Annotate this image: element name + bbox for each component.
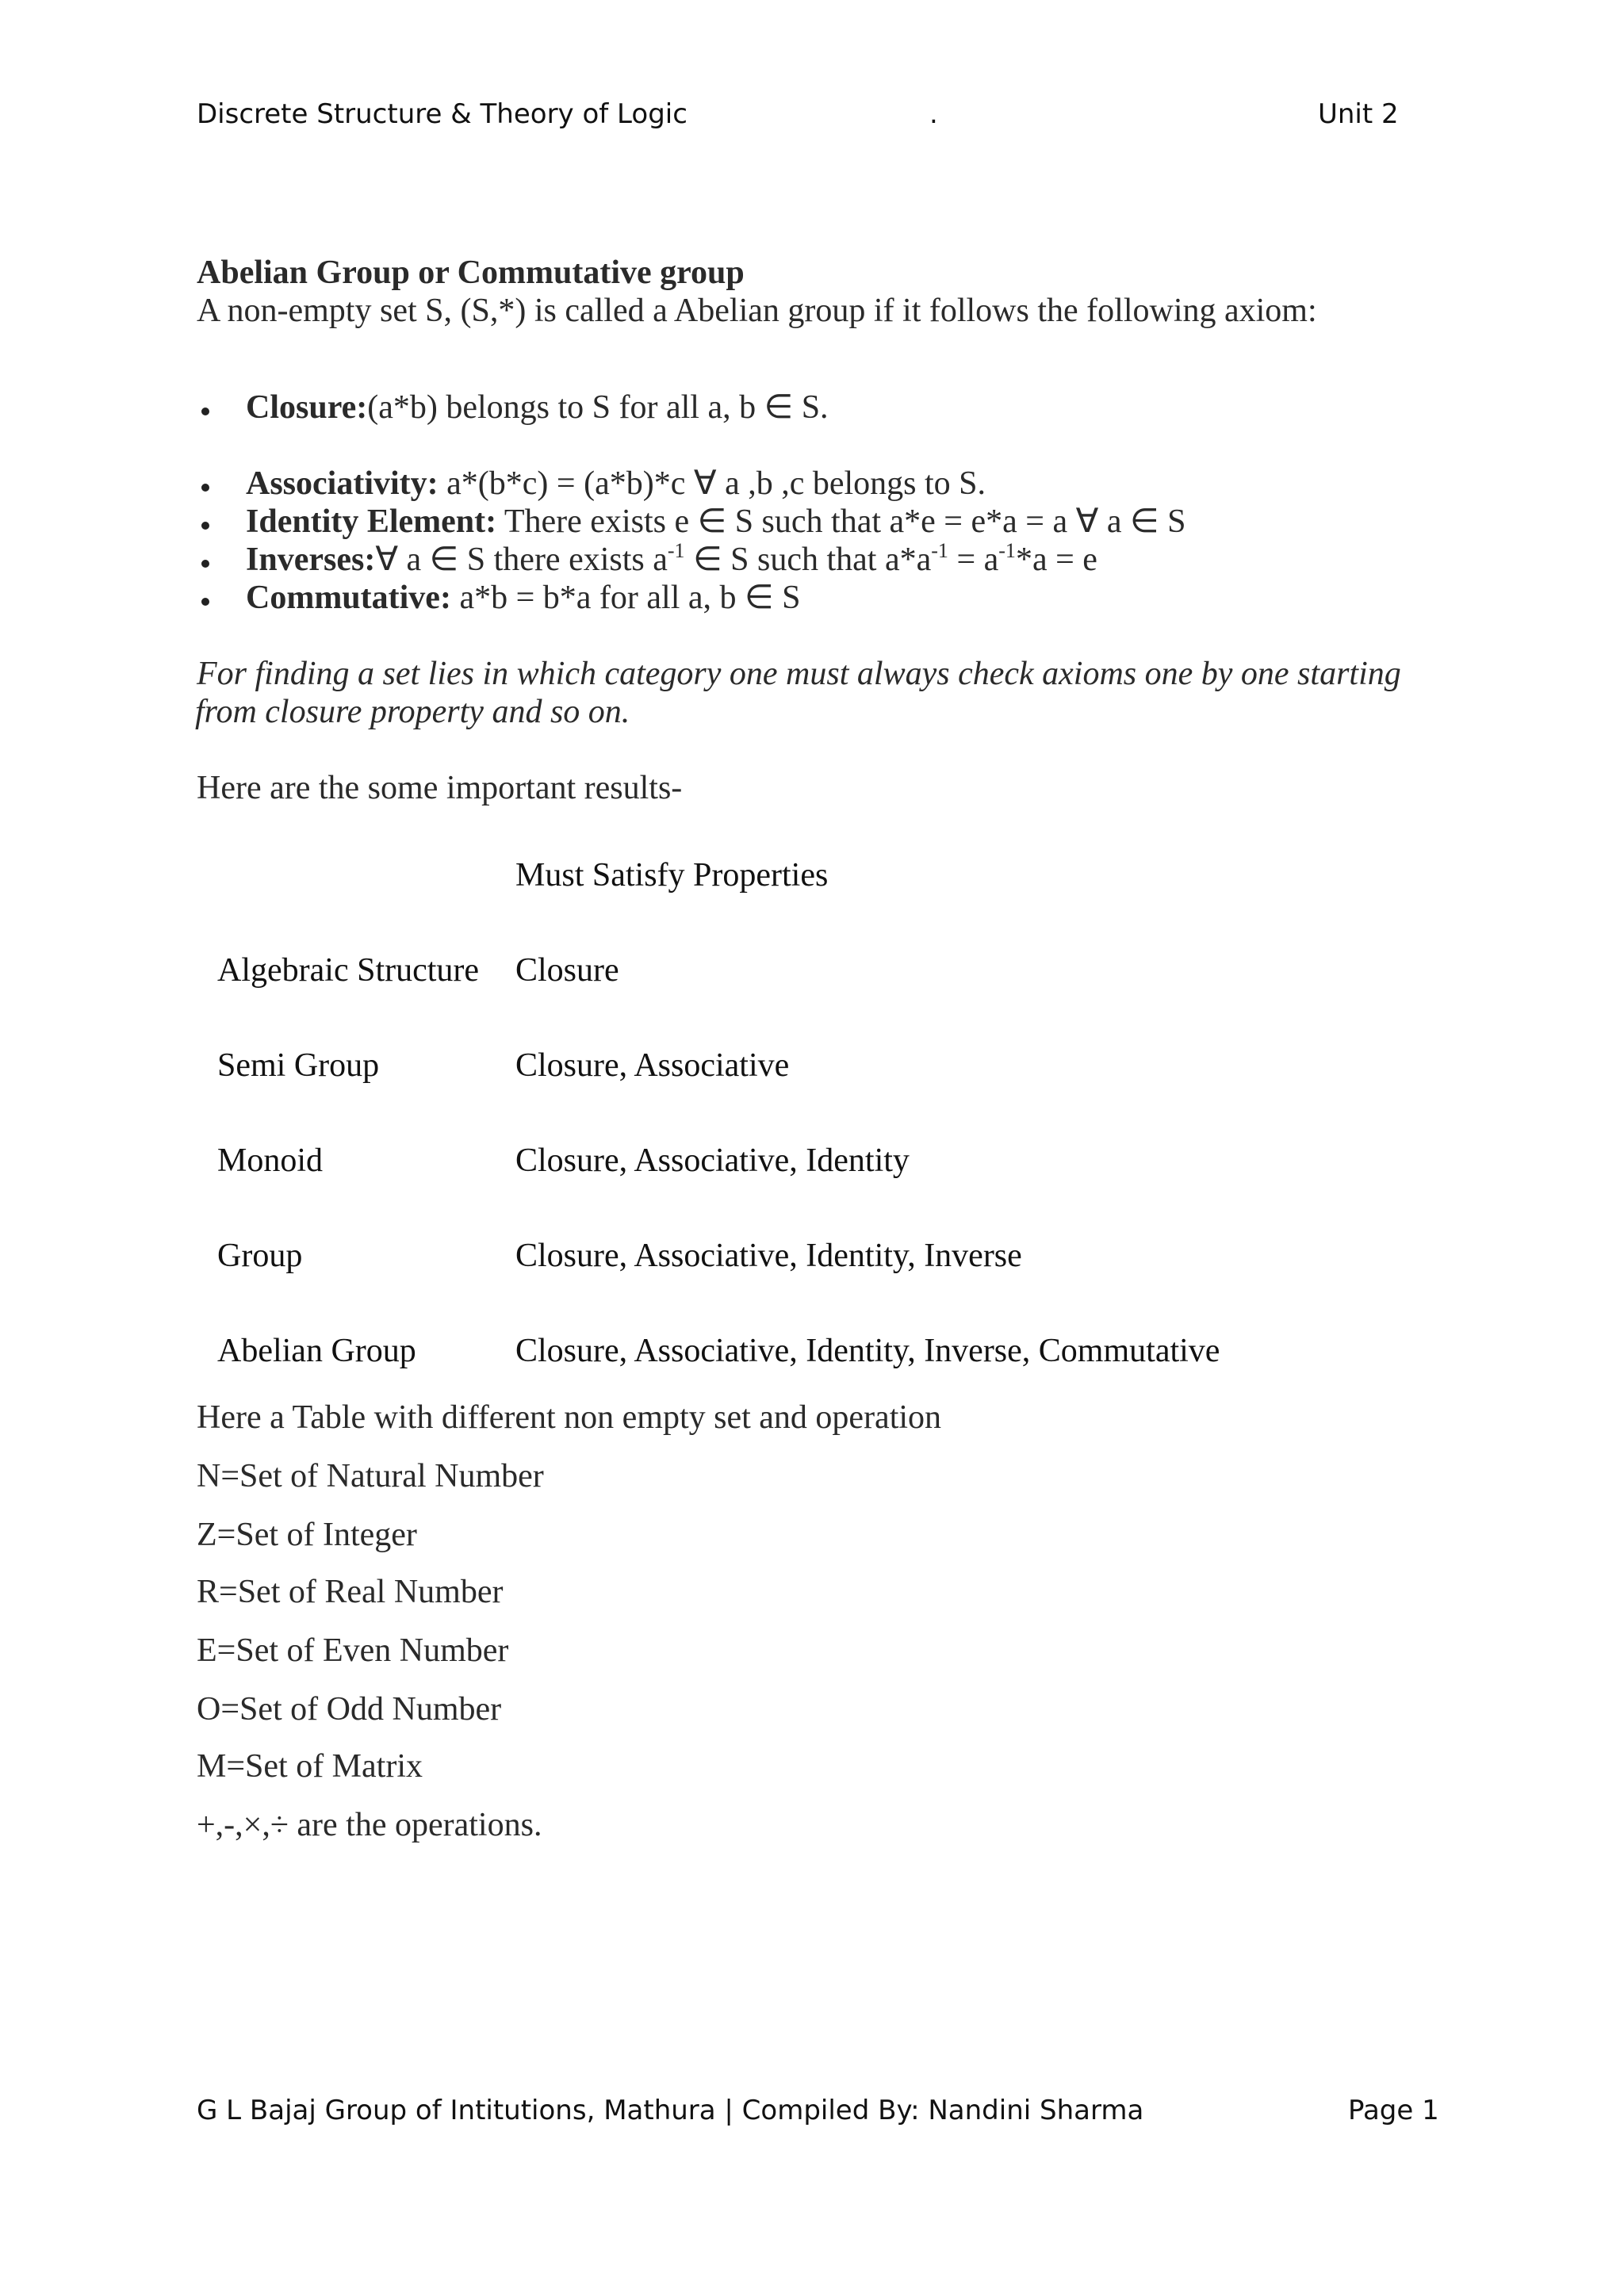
header-unit: Unit 2 [1318, 98, 1399, 130]
axiom-label: Associativity: [246, 465, 439, 502]
bullet-icon [201, 560, 209, 568]
properties-cell: Closure, Associative [515, 1047, 790, 1084]
results-intro: Here are the some important results- [197, 770, 683, 806]
axiom-inverses [246, 539, 1097, 579]
bullet-icon [201, 598, 209, 606]
note-line-1: For finding a set lies in which category one must always check axioms one by one starting [197, 656, 1401, 692]
axiom-text: (a*b) belongs to S for all a, b ∈ S. [367, 389, 829, 426]
properties-cell: Closure, Associative, Identity, Inverse [515, 1238, 1022, 1274]
structure-cell: Abelian Group [217, 1333, 416, 1369]
axiom-text: *a = e [1015, 541, 1097, 578]
axiom-label: Identity Element: [246, 503, 497, 540]
structure-cell: Monoid [217, 1142, 324, 1179]
list-item: R=Set of Real Number [197, 1574, 504, 1610]
axiom-text: There exists e ∈ S such that a*e = e*a = a ∀ a ∈ S [496, 503, 1186, 540]
axiom-text: ∈ S such that a*a [684, 541, 932, 578]
axiom-identity [246, 501, 1185, 541]
list-item: E=Set of Even Number [197, 1632, 509, 1669]
axiom-associativity [246, 463, 986, 503]
list-item: +,-,×,÷ are the operations. [197, 1807, 542, 1843]
bullet-icon [201, 408, 209, 415]
superscript: -1 [931, 539, 948, 562]
table-header: Must Satisfy Properties [515, 857, 829, 894]
note-line-2: from closure property and so on. [195, 694, 630, 730]
list-item: N=Set of Natural Number [197, 1458, 544, 1494]
footer-page-number: Page 1 [1348, 2095, 1439, 2126]
superscript: -1 [667, 539, 685, 562]
properties-cell: Closure, Associative, Identity, Inverse, Commutative [515, 1333, 1220, 1369]
superscript: -1 [998, 539, 1016, 562]
axiom-text: ∀ a ∈ S there exists a [375, 541, 668, 578]
bullet-icon [201, 522, 209, 530]
axiom-closure [246, 387, 829, 427]
properties-cell: Closure [515, 952, 619, 989]
header-title: Discrete Structure & Theory of Logic [197, 98, 688, 130]
axiom-text: a*(b*c) = (a*b)*c ∀ a ,b ,c belongs to S. [438, 465, 986, 502]
axiom-text: a*b = b*a for all a, b ∈ S [450, 580, 801, 616]
axiom-label: Closure: [246, 389, 368, 426]
properties-cell: Closure, Associative, Identity [515, 1142, 910, 1179]
axiom-commutative [246, 577, 800, 617]
structure-cell: Group [217, 1238, 303, 1274]
section-title: Abelian Group or Commutative group [197, 254, 745, 291]
bullet-icon [201, 484, 209, 492]
sets-intro: Here a Table with different non empty set and operation [197, 1399, 942, 1436]
footer-credit: G L Bajaj Group of Intitutions, Mathura | Compiled By: Nandini Sharma [197, 2095, 1144, 2126]
section-intro: A non-empty set S, (S,*) is called a Abelian group if it follows the following axiom: [197, 293, 1317, 329]
list-item: M=Set of Matrix [197, 1748, 423, 1785]
axiom-label: Inverses: [246, 541, 376, 578]
list-item: O=Set of Odd Number [197, 1691, 502, 1728]
axiom-label: Commutative: [246, 580, 451, 616]
structure-cell: Algebraic Structure [217, 952, 480, 989]
structure-cell: Semi Group [217, 1047, 380, 1084]
axiom-text: = a [948, 541, 999, 578]
header-center-mark: . [929, 98, 938, 130]
list-item: Z=Set of Integer [197, 1517, 417, 1553]
